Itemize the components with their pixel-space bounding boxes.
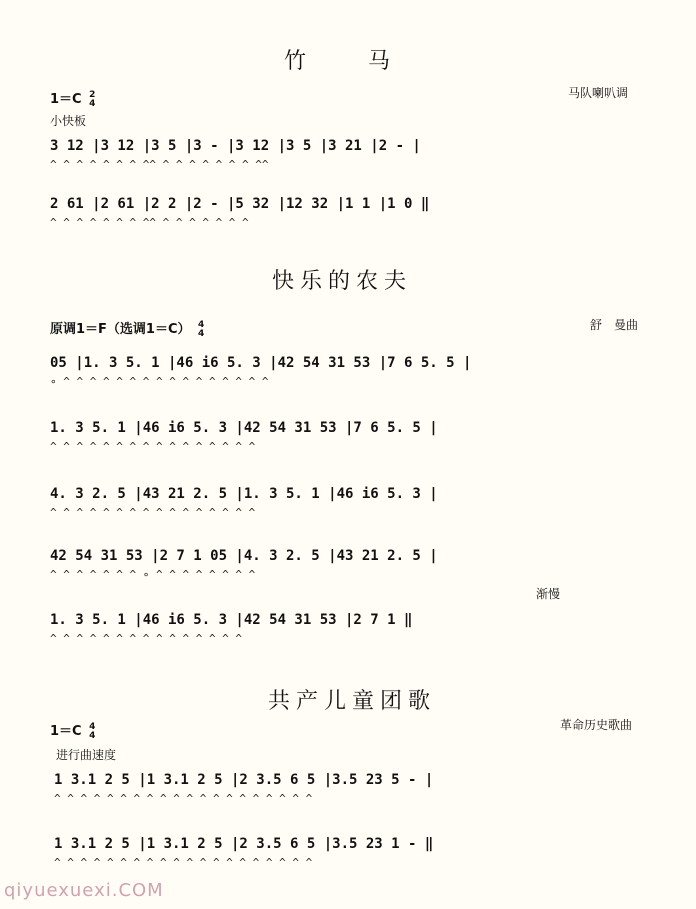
song-2-key [50, 318, 204, 339]
song-1-time-signature [89, 91, 95, 109]
song-2-row-5-marks: ^ ^ ^ ^ ^ ^ ^ ^ ^ ^ ^ ^ ^ ^ ^ [50, 632, 243, 645]
song-2-row-1-notes: 05 |1. 3 5. 1 |46 i6 5. 3 |42 54 31 53 |7 6 5. 5 | [50, 355, 472, 371]
song-2-key-label: 原调1＝F（选调1＝C） [50, 322, 191, 337]
song-3-key-label: 1＝C [50, 724, 82, 739]
song-1-row-1-notes: 3 12 |3 12 |3 5 |3 - |3 12 |3 5 |3 21 |2 - | [50, 138, 421, 154]
time-top: 4 [89, 721, 96, 732]
song-2-row-2-marks: ^ ^ ^ ^ ^ ^ ^ ^ ^ ^ ^ ^ ^ ^ ^ ^ [50, 440, 256, 453]
song-1-key-label: 1＝C [50, 92, 82, 107]
song-2-row-1-marks: ∘ ^ ^ ^ ^ ^ ^ ^ ^ ^ ^ ^ ^ ^ ^ ^ ^ [50, 375, 269, 388]
song-1-composer: 马队喇叭调 [568, 86, 629, 100]
time-top: 2 [89, 89, 96, 100]
song-1-title: 竹 马 [284, 49, 397, 74]
song-1-row-1-marks: ^ ^ ^ ^ ^ ^ ^ ^^ ^ ^ ^ ^ ^ ^ ^ ^^ [50, 158, 269, 171]
site-watermark: qiyuexuexi.COM [4, 880, 164, 901]
song-2-time-signature [198, 321, 204, 339]
song-2-title: 快乐的农夫 [272, 269, 413, 294]
song-3-row-2-notes: 1 3.1 2 5 |1 3.1 2 5 |2 3.5 6 5 |3.5 23 1 - ‖ [54, 836, 434, 852]
time-top: 4 [198, 319, 205, 330]
song-1-key [50, 88, 95, 109]
song-1-row-2-notes: 2 61 |2 61 |2 2 |2 - |5 32 |12 32 |1 1 |1 0 ‖ [50, 196, 430, 212]
song-2-row-3-marks: ^ ^ ^ ^ ^ ^ ^ ^ ^ ^ ^ ^ ^ ^ ^ ^ [50, 506, 256, 519]
song-3-row-1-marks: ^ ^ ^ ^ ^ ^ ^ ^ ^ ^ ^ ^ ^ ^ ^ ^ ^ ^ ^ ^ [54, 792, 313, 805]
song-2-composer: 舒 曼曲 [590, 318, 639, 332]
song-2-row-4-notes: 42 54 31 53 |2 7 1 05 |4. 3 2. 5 |43 21 2. 5 | [50, 548, 438, 564]
song-2-tempo-annotation: 渐慢 [536, 587, 561, 601]
song-3-composer: 革命历史歌曲 [560, 718, 633, 732]
song-1-row-2-marks: ^ ^ ^ ^ ^ ^ ^ ^^ ^ ^ ^ ^ ^ ^ ^ [50, 216, 249, 229]
song-3-key [50, 720, 95, 741]
song-3-time-signature [89, 723, 95, 741]
song-3-row-1-notes: 1 3.1 2 5 |1 3.1 2 5 |2 3.5 6 5 |3.5 23 5 - | [54, 772, 434, 788]
song-3-row-2-marks: ^ ^ ^ ^ ^ ^ ^ ^ ^ ^ ^ ^ ^ ^ ^ ^ ^ ^ ^ ^ [54, 856, 313, 869]
song-3-tempo: 进行曲速度 [56, 748, 117, 762]
song-1-tempo: 小快板 [50, 114, 87, 128]
time-bottom: 4 [89, 730, 96, 741]
song-2-row-3-notes: 4. 3 2. 5 |43 21 2. 5 |1. 3 5. 1 |46 i6 5. 3 | [50, 486, 438, 502]
song-2-row-5-notes: 1. 3 5. 1 |46 i6 5. 3 |42 54 31 53 |2 7 1 ‖ [50, 612, 413, 628]
song-3-title: 共产儿童团歌 [268, 689, 437, 714]
time-bottom: 4 [198, 328, 205, 339]
time-bottom: 4 [89, 98, 96, 109]
song-2-row-2-notes: 1. 3 5. 1 |46 i6 5. 3 |42 54 31 53 |7 6 5. 5 | [50, 420, 438, 436]
song-2-row-4-marks: ^ ^ ^ ^ ^ ^ ^ ∘ ^ ^ ^ ^ ^ ^ ^ ^ [50, 568, 256, 581]
